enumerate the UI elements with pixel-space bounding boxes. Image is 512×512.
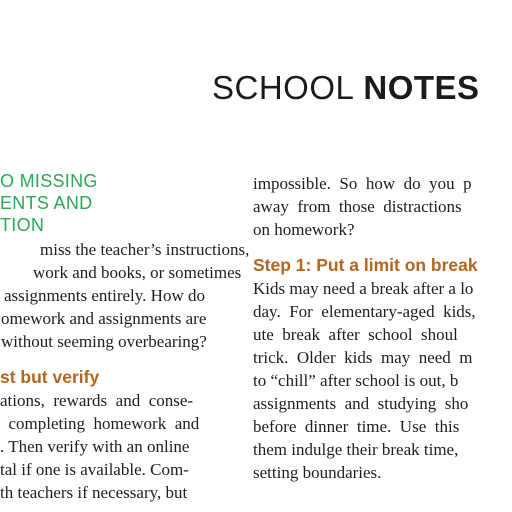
paragraph-line: setting boundaries.	[253, 463, 382, 482]
section-heading-line: ENTS AND	[0, 193, 93, 213]
section-heading-line: O MISSING	[0, 171, 98, 191]
paragraph-line: miss the teacher’s instructions,	[40, 240, 250, 259]
right-paragraph-2	[253, 277, 512, 484]
paragraph-line: Kids may need a break after a lo	[253, 279, 474, 298]
header-title-bold: NOTES	[363, 69, 480, 106]
right-column	[253, 170, 512, 484]
right-paragraph-1	[253, 172, 512, 241]
paragraph-line: on homework?	[253, 220, 355, 239]
paragraph-line: work and books, or sometimes	[33, 263, 242, 282]
left-paragraph-1	[0, 238, 250, 353]
paragraph-line: day. For elementary-aged kids,	[253, 302, 476, 321]
paragraph-line: completing homework and	[0, 414, 200, 433]
paragraph-line: away from those distractions	[253, 197, 462, 216]
paragraph-line: trick. Older kids may need m	[253, 348, 473, 367]
section-heading-line: TION	[0, 215, 45, 235]
paragraph-line: tal if one is available. Com-	[0, 460, 189, 479]
paragraph-line: ations, rewards and conse-	[0, 391, 194, 410]
section-heading	[0, 170, 240, 236]
paragraph-line: ute break after school shoul	[253, 325, 458, 344]
paragraph-line: to “chill” after school is out, b	[253, 371, 459, 390]
paragraph-line: . Then verify with an online	[0, 437, 190, 456]
paragraph-line: impossible. So how do you p	[253, 174, 472, 193]
right-subheading: Step 1: Put a limit on break	[253, 255, 478, 275]
header-title-light: SCHOOL	[212, 69, 355, 106]
left-column	[0, 170, 250, 504]
paragraph-line: omework and assignments are	[1, 309, 207, 328]
paragraph-line: before dinner time. Use this	[253, 417, 460, 436]
left-subheading: st but verify	[0, 367, 100, 387]
paragraph-line: without seeming overbearing?	[1, 332, 207, 351]
paragraph-line: them indulge their break time,	[253, 440, 459, 459]
paragraph-line: assignments and studying sho	[253, 394, 469, 413]
paragraph-line: th teachers if necessary, but	[0, 483, 188, 502]
left-paragraph-2	[0, 389, 240, 504]
paragraph-line: assignments entirely. How do	[4, 286, 205, 305]
page-header	[212, 68, 480, 108]
